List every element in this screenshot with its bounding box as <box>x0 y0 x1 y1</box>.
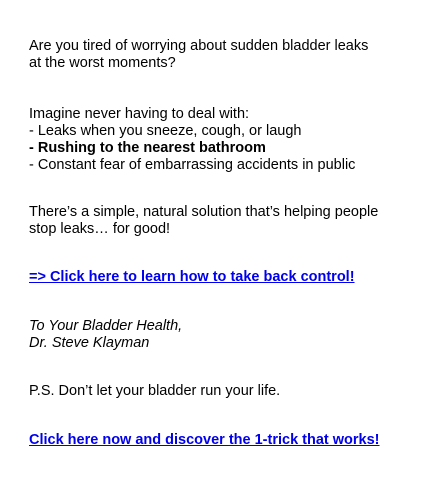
solution-paragraph <box>29 204 429 238</box>
list-item-leaks-sneeze: - Leaks when you sneeze, cough, or laugh <box>29 123 302 139</box>
imagine-lead: Imagine never having to deal with: <box>29 106 250 122</box>
signoff-paragraph <box>29 318 429 352</box>
cta-paragraph-1 <box>29 269 429 286</box>
solution-line-2: stop leaks… for good! <box>29 221 171 237</box>
imagine-paragraph <box>29 106 429 174</box>
signoff-line: To Your Bladder Health, <box>29 318 183 334</box>
discover-trick-link[interactable]: Click here now and discover the 1-trick that works! <box>29 432 380 448</box>
list-item-fear-accidents: - Constant fear of embarrassing accidents in public <box>29 157 356 173</box>
ps-paragraph <box>29 383 429 400</box>
cta-paragraph-2 <box>29 432 429 449</box>
ps-text: P.S. Don’t let your bladder run your life. <box>29 383 281 399</box>
signature-name: Dr. Steve Klayman <box>29 335 150 351</box>
solution-line-1: There’s a simple, natural solution that’s helping people <box>29 204 379 220</box>
intro-paragraph <box>29 38 429 72</box>
take-back-control-link[interactable]: => Click here to learn how to take back control! <box>29 269 355 285</box>
intro-line-2: at the worst moments? <box>29 55 176 71</box>
list-item-rushing-bathroom: - Rushing to the nearest bathroom <box>29 140 266 156</box>
intro-line-1: Are you tired of worrying about sudden bladder leaks <box>29 38 369 54</box>
